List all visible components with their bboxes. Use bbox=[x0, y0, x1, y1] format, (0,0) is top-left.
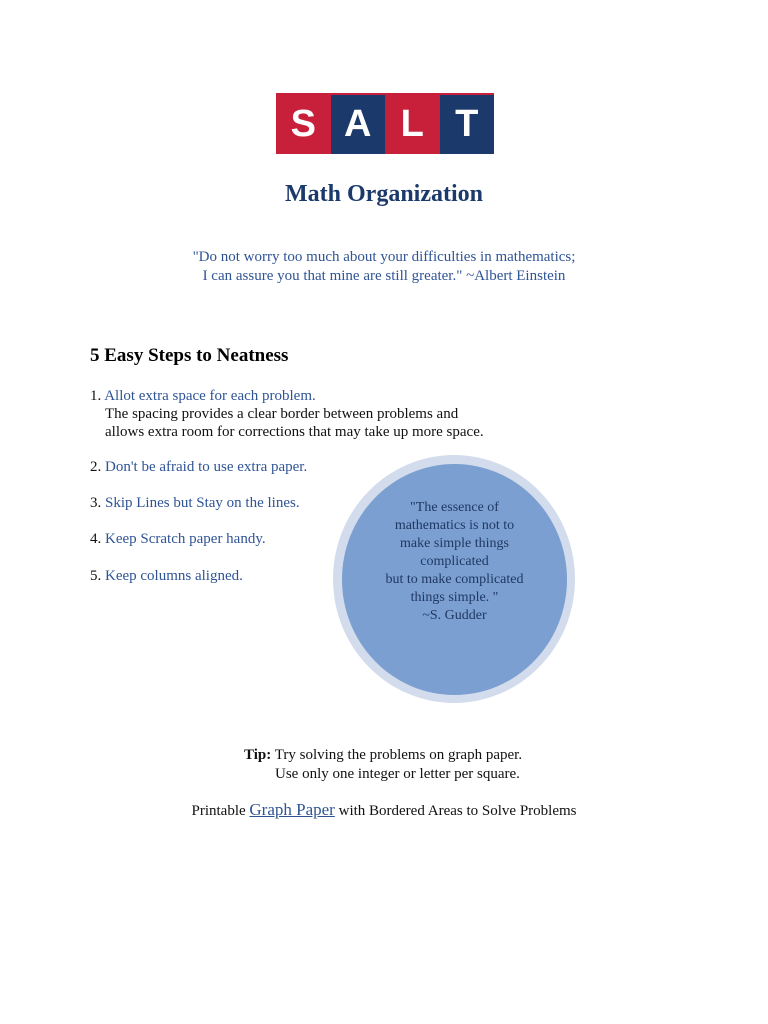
step-number: 5. bbox=[90, 568, 102, 584]
step-number: 2. bbox=[90, 459, 102, 475]
step-4 bbox=[90, 530, 266, 548]
step-detail-line-2: allows extra room for corrections that may take up more space. bbox=[105, 424, 484, 440]
page-title: Math Organization bbox=[285, 181, 483, 207]
logo-letter-a: A bbox=[331, 95, 386, 154]
gudder-quote-line: complicated bbox=[420, 554, 489, 569]
step-number: 3. bbox=[90, 495, 102, 511]
step-5 bbox=[90, 567, 243, 585]
gudder-quote-line: make simple things bbox=[400, 536, 509, 551]
step-text: Keep columns aligned. bbox=[105, 568, 243, 584]
graph-paper-link[interactable]: Graph Paper bbox=[249, 800, 335, 819]
logo-letter-s: S bbox=[276, 95, 331, 154]
gudder-quote bbox=[342, 499, 567, 625]
step-number: 1. bbox=[90, 388, 102, 404]
salt-logo bbox=[276, 93, 494, 154]
gudder-quote-author: ~S. Gudder bbox=[422, 608, 487, 623]
logo-letter-t: T bbox=[440, 95, 495, 154]
einstein-quote-line-2: I can assure you that mine are still greater." ~Albert Einstein bbox=[202, 268, 566, 284]
step-text: Don't be afraid to use extra paper. bbox=[105, 459, 308, 475]
tip-line-2: Use only one integer or letter per square. bbox=[275, 766, 520, 782]
printable-suffix: with Bordered Areas to Solve Problems bbox=[338, 803, 577, 819]
tip-line-1: Try solving the problems on graph paper. bbox=[274, 747, 523, 763]
printable-prefix: Printable bbox=[191, 803, 246, 819]
printable-line bbox=[0, 800, 768, 820]
step-3 bbox=[90, 494, 300, 512]
gudder-quote-line: mathematics is not to bbox=[394, 518, 515, 533]
logo-letter-l: L bbox=[385, 95, 440, 154]
gudder-quote-line: things simple. " bbox=[410, 590, 499, 605]
step-text: Skip Lines but Stay on the lines. bbox=[105, 495, 300, 511]
tip-block bbox=[244, 746, 522, 784]
step-2 bbox=[90, 458, 307, 476]
gudder-quote-line: but to make complicated bbox=[385, 572, 524, 587]
step-text: Keep Scratch paper handy. bbox=[105, 531, 266, 547]
step-text: Allot extra space for each problem. bbox=[104, 388, 316, 404]
steps-heading: 5 Easy Steps to Neatness bbox=[90, 345, 289, 366]
tip-label: Tip: bbox=[244, 747, 272, 763]
einstein-quote bbox=[0, 248, 768, 286]
einstein-quote-line-1: "Do not worry too much about your difficulties in mathematics; bbox=[192, 249, 576, 265]
step-1 bbox=[90, 387, 484, 441]
step-detail-line-1: The spacing provides a clear border between problems and bbox=[105, 406, 459, 422]
step-number: 4. bbox=[90, 531, 102, 547]
gudder-quote-line: "The essence of bbox=[410, 500, 499, 515]
